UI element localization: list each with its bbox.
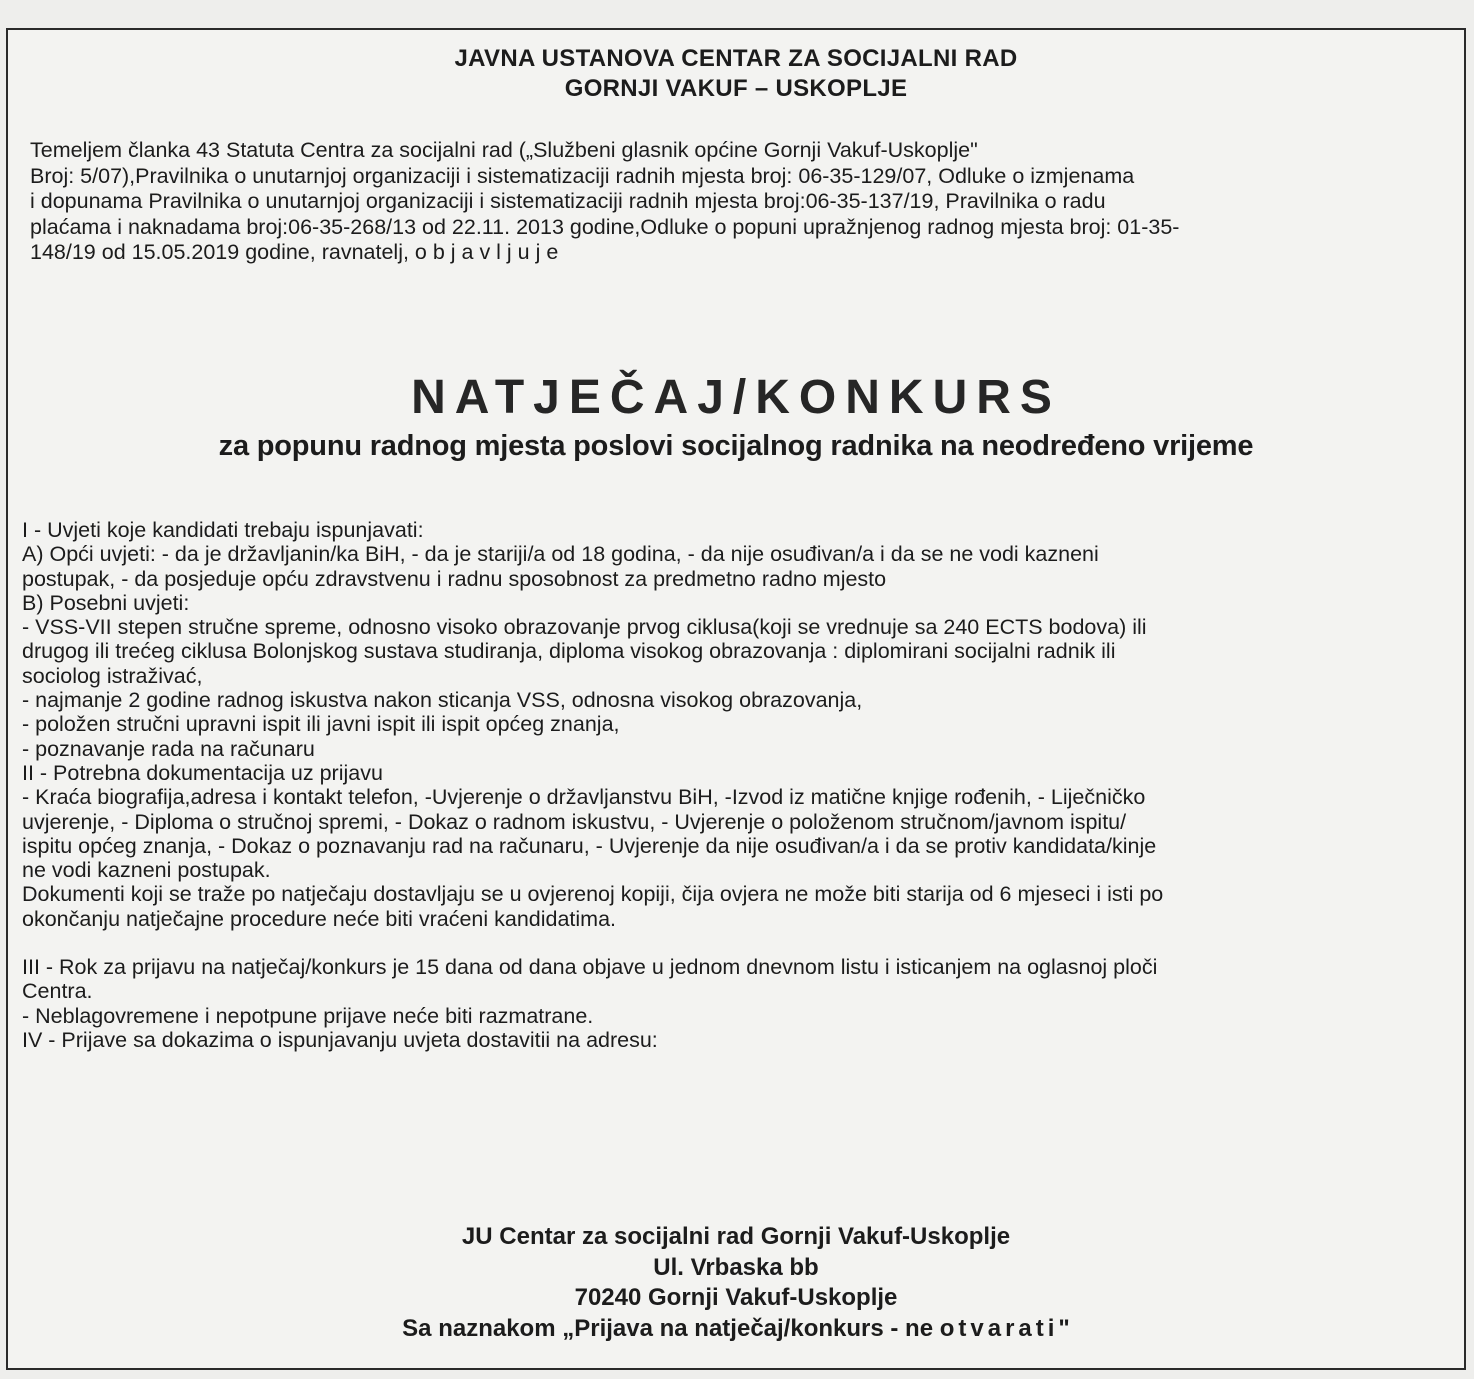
intro-line: Temeljem članka 43 Statuta Centra za socijalni rad („Službeni glasnik općine Gornji Vakuf-Uskoplje"	[30, 138, 978, 162]
section1-line: - najmanje 2 godine radnog iskustva nakon sticanja VSS, odnosna visokog obrazovanja,	[22, 688, 863, 713]
intro-line: Broj: 5/07),Pravilnika o unutarnjoj organizaciji i sistematizaciji radnih mjesta broj: 06-35-129/07, Odluke o izmjenama	[30, 163, 1135, 188]
address-line-3: 70240 Gornji Vakuf-Uskoplje	[574, 1284, 898, 1311]
header-line-1: JAVNA USTANOVA CENTAR ZA SOCIJALNI RAD	[454, 45, 1018, 72]
section2-line: II - Potrebna dokumentacija uz prijavu	[22, 760, 383, 785]
notice-frame	[6, 28, 1466, 1370]
section2-line: - Kraća biografija,adresa i kontakt telefon, -Uvjerenje o državljanstvu BiH, -Izvod iz matične knjige rođenih, - Liječničko	[22, 785, 1146, 810]
address-line-1: JU Centar za socijalni rad Gornji Vakuf-Uskoplje	[461, 1223, 1011, 1250]
section2-line: Dokumenti koji se traže po natječaju dostavljaju se u ovjerenoj kopiji, čija ovjera ne može biti starija od 6 mjeseci i isti po	[22, 882, 1164, 907]
section3-line: - Neblagovremene i nepotpune prijave neće biti razmatrane.	[22, 1003, 594, 1028]
section1-line: A) Opći uvjeti: - da je državljanin/ka BiH, - da je stariji/a od 18 godina, - da nije osuđivan/a i da se ne vodi kazneni	[22, 542, 1099, 567]
section3-line: Centra.	[22, 979, 93, 1004]
section2-line: okončanju natječajne procedure neće biti vraćeni kandidatima.	[22, 906, 617, 931]
intro-line: i dopunama Pravilnika o unutarnjoj organizaciji i sistematizaciji radnih mjesta broj:06-35-137/19, Pravilnika o radu	[30, 189, 1106, 213]
section3-line: IV - Prijave sa dokazima o ispunjavanju uvjeta dostavitii na adresu:	[22, 1027, 658, 1052]
institution-header	[8, 44, 1464, 104]
section2-line: uvjerenje, - Diploma o stručnoj spremi, - Dokaz o radnom iskustvu, - Uvjerenje o položenom stručnom/javnom ispitu/	[22, 809, 1127, 834]
section1-line: I - Uvjeti koje kandidati trebaju ispunjavati:	[22, 518, 424, 542]
address-line-4	[8, 1314, 1464, 1345]
address-note-spaced: otvarati	[939, 1314, 1059, 1342]
spacer	[22, 931, 1444, 955]
notice-title: NATJEČAJ/KONKURS	[411, 371, 1061, 424]
section2-line: ispitu općeg znanja, - Dokaz o poznavanju rad na računaru, - Uvjerenje da nije osuđivan/a i da se protiv kandidata/kinje	[22, 833, 1157, 858]
section1-line: sociolog istraživać,	[22, 663, 203, 688]
section1-line: - položen stručni upravni ispit ili javni ispit ili ispit općeg znanja,	[22, 712, 620, 737]
section1-line: drugog ili trećeg ciklusa Bolonjskog sustava studiranja, diploma visokog obrazovanja : diplomirani socijalni radnik ili	[22, 639, 1116, 664]
address-line-2: Ul. Vrbaska bb	[653, 1253, 819, 1281]
address-note-suffix: "	[1058, 1314, 1070, 1342]
header-line-2: GORNJI VAKUF – USKOPLJE	[564, 75, 908, 102]
address-block	[8, 1222, 1464, 1344]
section2-line: ne vodi kazneni postupak.	[22, 858, 271, 883]
section1-line: B) Posebni uvjeti:	[22, 590, 190, 615]
intro-paragraph	[30, 138, 1444, 266]
notice-subtitle: za popunu radnog mjesta poslovi socijalnog radnika na neodređeno vrijeme	[218, 430, 1254, 462]
intro-line: plaćama i naknadama broj:06-35-268/13 od 22.11. 2013 godine,Odluke o popuni upražnjenog radnog mjesta broj: 01-35-	[30, 214, 1180, 239]
intro-line: 148/19 od 15.05.2019 godine, ravnatelj, o b j a v l j u j e	[30, 240, 559, 264]
section1-line: - poznavanje rada na računaru	[22, 736, 315, 761]
notice-body	[22, 518, 1444, 1052]
section1-line: postupak, - da posjeduje opću zdravstvenu i radnu sposobnost za predmetno radno mjesto	[22, 566, 887, 591]
address-note-prefix: Sa naznakom „Prijava na natječaj/konkurs - ne	[402, 1314, 940, 1342]
section3-line: III - Rok za prijavu na natječaj/konkurs je 15 dana od dana objave u jednom dnevnom listu i isticanjem na oglasnoj ploči	[22, 955, 1158, 980]
section1-line: - VSS-VII stepen stručne spreme, odnosno visoko obrazovanje prvog ciklusa(koji se vrednuje sa 240 ECTS bodova) ili	[22, 615, 1147, 640]
